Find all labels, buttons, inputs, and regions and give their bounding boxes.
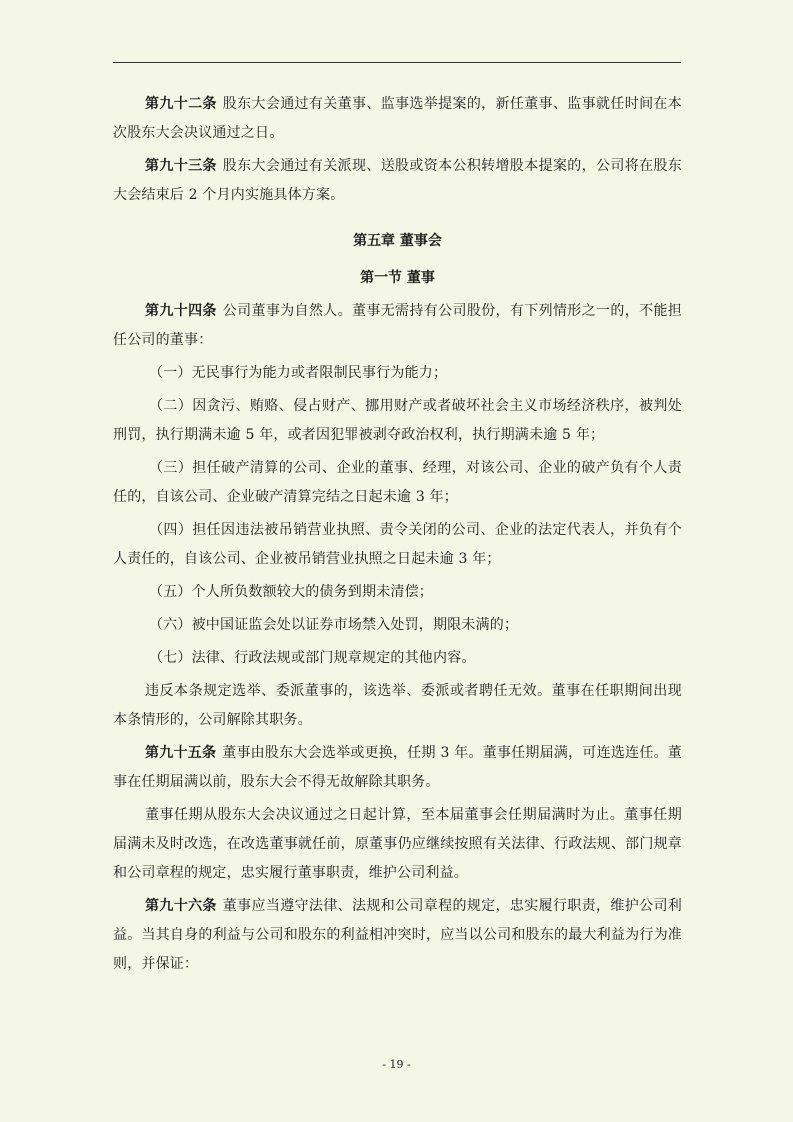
header-rule xyxy=(113,62,681,63)
article-92 xyxy=(113,90,682,148)
article-94-item-3: （三）担任破产清算的公司、企业的董事、经理，对该公司、企业的破产负有个人责任的，自该公司、企业破产清算完结之日起未逾 3 年； xyxy=(113,460,682,505)
article-95-label: 第九十五条 xyxy=(145,745,217,761)
page-number: - 19 - xyxy=(382,1058,411,1071)
document-body xyxy=(113,90,682,979)
article-94 xyxy=(113,297,682,355)
section-title: 第一节 董事 xyxy=(360,270,435,286)
article-92-label: 第九十二条 xyxy=(145,96,217,112)
article-94-item-2: （二）因贪污、贿赂、侵占财产、挪用财产或者破坏社会主义市场经济秩序，被判处刑罚，执行期满未逾 5 年，或者因犯罪被剥夺政治权利，执行期满未逾 5 年； xyxy=(113,398,682,443)
article-94-label: 第九十四条 xyxy=(145,303,217,319)
chapter-title: 第五章 董事会 xyxy=(353,233,442,249)
article-96-label: 第九十六条 xyxy=(145,898,217,914)
article-94-item-1: （一）无民事行为能力或者限制民事行为能力； xyxy=(149,365,448,381)
article-94-text: 公司董事为自然人。董事无需持有公司股份，有下列情形之一的，不能担任公司的董事： xyxy=(113,303,682,348)
article-94-item-5: （五）个人所负数额较大的债务到期未清偿； xyxy=(149,584,433,600)
article-95-para-2: 董事任期从股东大会决议通过之日起计算，至本届董事会任期届满时为止。董事任期届满未及时改选，在改选董事就任前，原董事仍应继续按照有关法律、行政法规、部门规章和公司章程的规定，忠实履行董事职责，维护公司利益。 xyxy=(113,807,682,881)
article-92-text: 股东大会通过有关董事、监事选举提案的，新任董事、监事就任时间在本次股东大会决议通过之日。 xyxy=(113,96,682,141)
article-94-closing: 违反本条规定选举、委派董事的，该选举、委派或者聘任无效。董事在任职期间出现本条情形的，公司解除其职务。 xyxy=(113,683,682,728)
article-96-text: 董事应当遵守法律、法规和公司章程的规定，忠实履行职责，维护公司利益。当其自身的利益与公司和股东的利益相冲突时，应当以公司和股东的最大利益为行为准则，并保证： xyxy=(113,898,682,972)
article-93-label: 第九十三条 xyxy=(145,158,217,174)
article-94-item-4: （四）担任因违法被吊销营业执照、责令关闭的公司、企业的法定代表人，并负有个人责任的，自该公司、企业被吊销营业执照之日起未逾 3 年； xyxy=(113,522,682,567)
article-95-text: 董事由股东大会选举或更换，任期 3 年。董事任期届满，可连选连任。董事在任期届满以前，股东大会不得无故解除其职务。 xyxy=(113,745,683,790)
article-95 xyxy=(113,739,682,797)
article-96 xyxy=(113,892,682,979)
article-93 xyxy=(113,152,682,210)
article-94-item-7: （七）法律、行政法规或部门规章规定的其他内容。 xyxy=(149,650,476,666)
article-93-text: 股东大会通过有关派现、送股或资本公积转增股本提案的，公司将在股东大会结束后 2 个月内实施具体方案。 xyxy=(113,158,682,203)
article-94-item-6: （六）被中国证监会处以证券市场禁入处罚，期限未满的； xyxy=(149,617,519,633)
